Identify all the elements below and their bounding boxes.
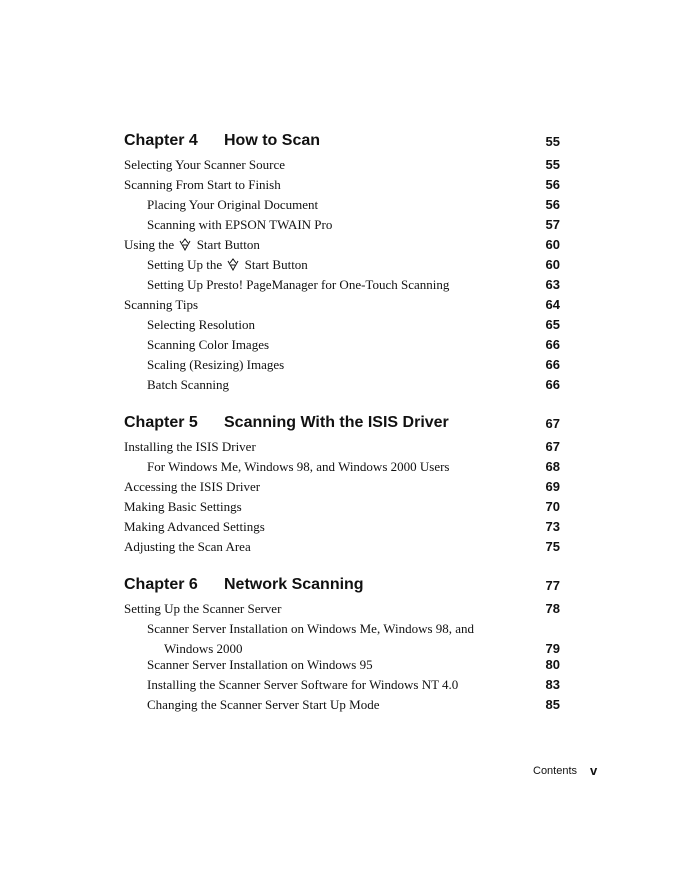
toc-subentry[interactable] (147, 377, 560, 395)
entry-title: Scaling (Resizing) Images (147, 357, 285, 372)
toc-entry[interactable] (124, 479, 560, 497)
entry-page: 56 (545, 177, 560, 192)
entry-title: Installing the Scanner Server Software for Windows NT 4.0 (147, 677, 459, 692)
entry-page: 83 (545, 677, 560, 692)
entry-title-continued: Windows 2000 (164, 641, 243, 656)
entry-title: For Windows Me, Windows 98, and Windows 2000 Users (147, 459, 450, 474)
entry-title: Accessing the ISIS Driver (124, 479, 261, 494)
entry-page: 68 (545, 459, 560, 474)
toc-entry[interactable] (124, 177, 560, 195)
toc-entry[interactable] (124, 499, 560, 517)
entry-page: 70 (545, 499, 560, 514)
entry-title: Scanning Tips (124, 297, 199, 312)
toc-subentry[interactable] (147, 677, 560, 695)
chapter-page: 77 (545, 578, 560, 593)
start-button-icon (179, 238, 191, 251)
chapter-title: How to Scan (224, 132, 321, 149)
entry-title: Setting Up the Scanner Server (124, 601, 282, 616)
toc-entry[interactable] (124, 157, 560, 175)
toc-entry[interactable] (124, 297, 560, 315)
entry-page: 66 (545, 357, 560, 372)
toc-subentry[interactable] (147, 657, 560, 675)
footer-page-number: v (590, 763, 598, 778)
chapter-number: Chapter 5 (124, 414, 198, 431)
entry-page: 56 (545, 197, 560, 212)
entry-title: Batch Scanning (147, 377, 229, 392)
entry-title: Selecting Your Scanner Source (124, 157, 286, 172)
chapter-page: 55 (545, 134, 560, 149)
toc-subentry[interactable] (147, 337, 560, 355)
entry-title: Selecting Resolution (147, 317, 255, 332)
entry-page: 60 (545, 257, 560, 272)
toc-entry[interactable] (124, 539, 560, 557)
chapter-title: Scanning With the ISIS Driver (224, 414, 449, 431)
entry-title: Using the Start Button (124, 237, 260, 252)
entry-title: Scanning From Start to Finish (124, 177, 281, 192)
chapter-heading[interactable] (124, 132, 560, 154)
chapter-page: 67 (545, 416, 560, 431)
toc-entry[interactable] (124, 519, 560, 537)
entry-page: 65 (545, 317, 560, 332)
entry-page: 79 (545, 641, 560, 656)
chapter-heading[interactable] (124, 576, 560, 598)
entry-page: 80 (545, 657, 560, 672)
toc-subentry[interactable] (147, 459, 560, 477)
entry-page: 63 (545, 277, 560, 292)
entry-page: 60 (545, 237, 560, 252)
entry-title: Scanner Server Installation on Windows 95 (147, 657, 373, 672)
toc-entry[interactable] (124, 601, 560, 619)
entry-page: 66 (545, 337, 560, 352)
start-button-icon (227, 258, 239, 271)
entry-title: Scanner Server Installation on Windows Me, Windows 98, and (147, 621, 475, 636)
entry-title: Adjusting the Scan Area (124, 539, 251, 554)
entry-title: Making Basic Settings (124, 499, 242, 514)
toc-entry[interactable] (124, 237, 560, 255)
entry-page: 57 (545, 217, 560, 232)
footer-label: Contents (533, 765, 578, 777)
entry-title: Setting Up Presto! PageManager for One-Touch Scanning (147, 277, 450, 292)
toc-subentry[interactable] (147, 697, 560, 715)
toc-subentry[interactable] (147, 621, 560, 657)
entry-title: Setting Up the Start Button (147, 257, 308, 272)
chapter-number: Chapter 4 (124, 132, 198, 149)
entry-page: 55 (545, 157, 560, 172)
toc-subentry[interactable] (147, 317, 560, 335)
chapter-title: Network Scanning (224, 576, 364, 593)
entry-page: 64 (545, 297, 560, 312)
entry-page: 67 (545, 439, 560, 454)
toc-subentry[interactable] (147, 257, 560, 275)
toc-subentry[interactable] (147, 277, 560, 295)
entry-title: Making Advanced Settings (124, 519, 265, 534)
entry-title: Scanning Color Images (147, 337, 270, 352)
toc-subentry[interactable] (147, 357, 560, 375)
entry-title: Installing the ISIS Driver (124, 439, 256, 454)
entry-title: Placing Your Original Document (147, 197, 319, 212)
entry-page: 78 (545, 601, 560, 616)
entry-page: 69 (545, 479, 560, 494)
toc-entry[interactable] (124, 439, 560, 457)
entry-page: 75 (545, 539, 560, 554)
entry-page: 85 (545, 697, 560, 712)
entry-title: Changing the Scanner Server Start Up Mode (147, 697, 380, 712)
entry-page: 73 (545, 519, 560, 534)
chapter-number: Chapter 6 (124, 576, 198, 593)
entry-page: 66 (545, 377, 560, 392)
chapter-heading[interactable] (124, 414, 560, 436)
toc-subentry[interactable] (147, 217, 560, 235)
entry-title: Scanning with EPSON TWAIN Pro (147, 217, 333, 232)
toc-subentry[interactable] (147, 197, 560, 215)
